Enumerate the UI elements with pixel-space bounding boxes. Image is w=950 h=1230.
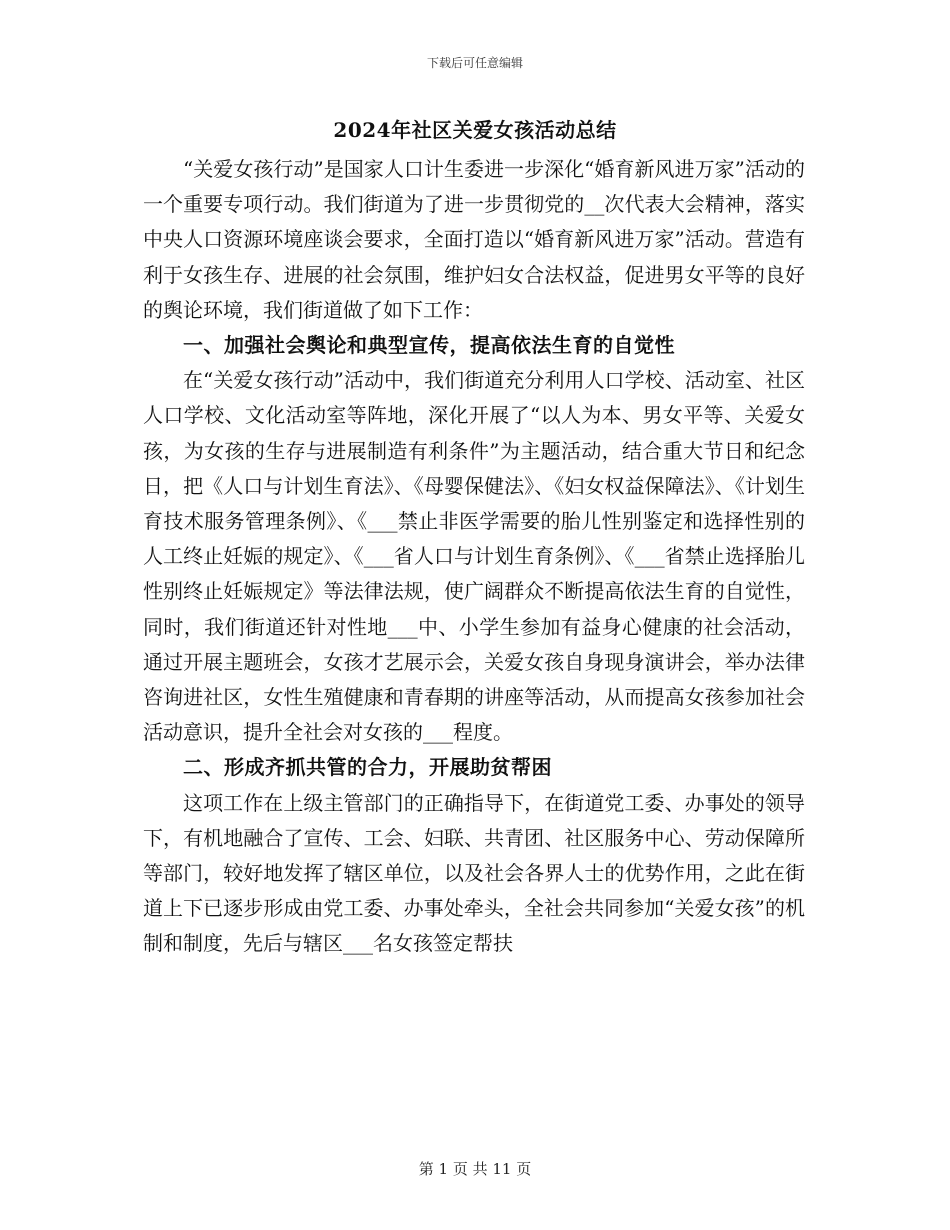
section-1-heading: 一、加强社会舆论和典型宣传，提高依法生育的自觉性 bbox=[183, 333, 675, 358]
intro-paragraph: “关爱女孩行动”是国家人口计生委进一步深化“婚育新风进万家”活动的一个重要专项行动。我们街道为了进一步贯彻党的__次代表大会精神，落实中央人口资源环境座谈会要求，全面打造以“婚育新风进万家”活动。营造有利于女孩生存、进展的社会氛围，维护妇女合法权益，促进男女平等的良好的舆论环境，我们街道做了如下工作： bbox=[143, 157, 805, 322]
section-2-heading: 二、形成齐抓共管的合力，开展助贫帮困 bbox=[183, 755, 552, 780]
page-number: 第 1 页 共 11 页 bbox=[418, 1160, 532, 1178]
download-note: 下载后可任意编辑 bbox=[426, 56, 523, 70]
section-2-paragraph: 这项工作在上级主管部门的正确指导下，在街道党工委、办事处的领导下，有机地融合了宣传、工会、妇联、共青团、社区服务中心、劳动保障所等部门，较好地发挥了辖区单位，以及社会各界人士的优势作用，之此在街道上下已逐步形成由党工委、办事处牵头，全社会共同参加“关爱女孩”的机制和制度，先后与辖区___名女孩签定帮扶 bbox=[143, 790, 805, 956]
page-title: 2024年社区关爱女孩活动总结 bbox=[333, 118, 617, 142]
document-body bbox=[143, 152, 805, 962]
section-1-paragraph: 在“关爱女孩行动”活动中，我们街道充分利用人口学校、活动室、社区人口学校、文化活动室等阵地，深化开展了“以人为本、男女平等、关爱女孩，为女孩的生存与进展制造有利条件”为主题活动，结合重大节日和纪念日，把《人口与计划生育法》、《母婴保健法》、《妇女权益保障法》、《计划生育技术服务管理条例》、《___禁止非医学需要的胎儿性别鉴定和选择性别的人工终止妊娠的规定》、《___省人口与计划生育条例》、《___省禁止选择胎儿性别终止妊娠规定》等法律法规，使广阔群众不断提高依法生育的自觉性，同时，我们街道还针对性地___中、小学生参加有益身心健康的社会活动，通过开展主题班会，女孩才艺展示会，关爱女孩自身现身演讲会，举办法律咨询进社区，女性生殖健康和青春期的讲座等活动，从而提高女孩参加社会活动意识，提升全社会对女孩的___程度。 bbox=[143, 368, 805, 745]
